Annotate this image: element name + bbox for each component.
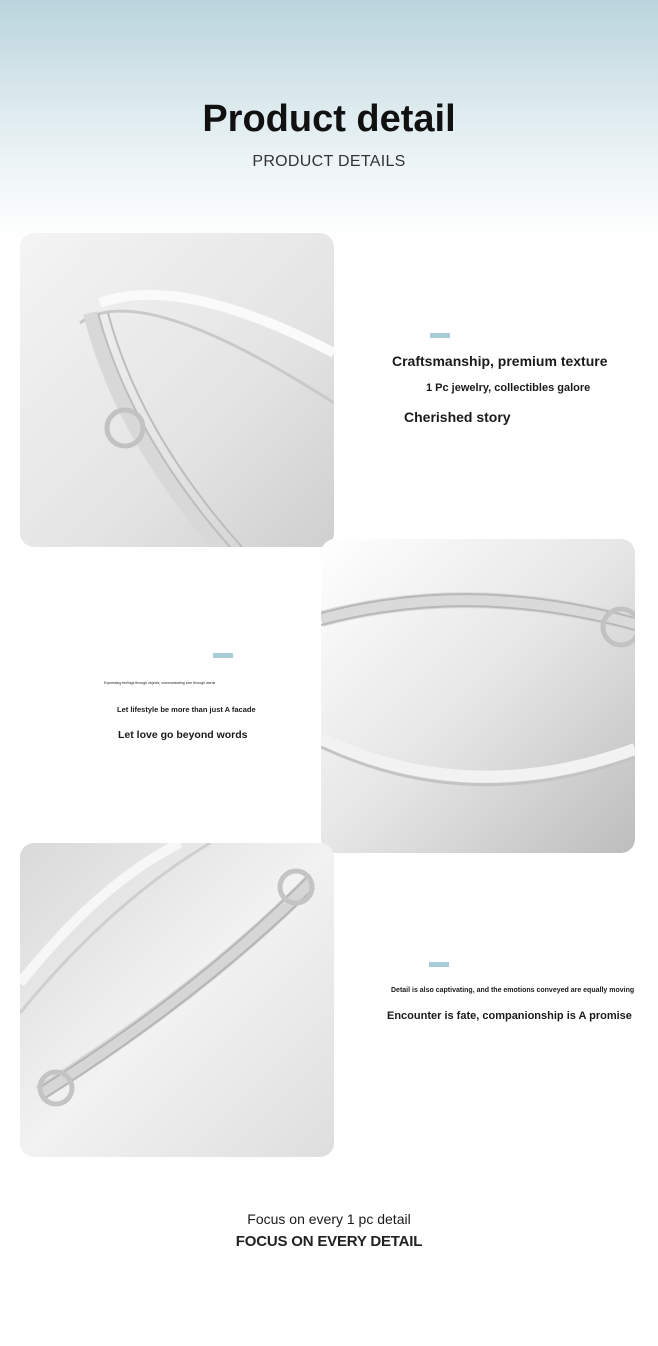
section1-line2: Cherished story bbox=[404, 409, 511, 425]
section3-tiny-line: Detail is also captivating, and the emotions conveyed are equally moving bbox=[391, 987, 635, 994]
footer-line-2: FOCUS ON EVERY DETAIL bbox=[235, 1233, 423, 1250]
bangle-photo-icon bbox=[321, 539, 635, 853]
page-title: Product detail bbox=[202, 98, 456, 140]
accent-dash bbox=[429, 962, 449, 967]
section3-line1: Encounter is fate, companionship is A promise bbox=[387, 1010, 632, 1022]
product-photo-2 bbox=[321, 539, 635, 853]
page-subtitle: PRODUCT DETAILS bbox=[252, 153, 406, 170]
section2-line1: Let lifestyle be more than just A facade bbox=[117, 705, 256, 714]
accent-dash bbox=[213, 653, 233, 658]
section2-line2: Let love go beyond words bbox=[118, 729, 248, 741]
bangle-photo-icon bbox=[20, 843, 334, 1157]
footer-line-1: Focus on every 1 pc detail bbox=[247, 1211, 411, 1227]
section2-tiny-line: Expressing feelings through objects, communicating love through words bbox=[104, 681, 216, 685]
bangle-photo-icon bbox=[20, 233, 334, 547]
section1-headline: Craftsmanship, premium texture bbox=[392, 353, 608, 369]
section1-line1: 1 Pc jewelry, collectibles galore bbox=[426, 382, 591, 394]
accent-dash bbox=[430, 333, 450, 338]
product-photo-1 bbox=[20, 233, 334, 547]
product-photo-3 bbox=[20, 843, 334, 1157]
